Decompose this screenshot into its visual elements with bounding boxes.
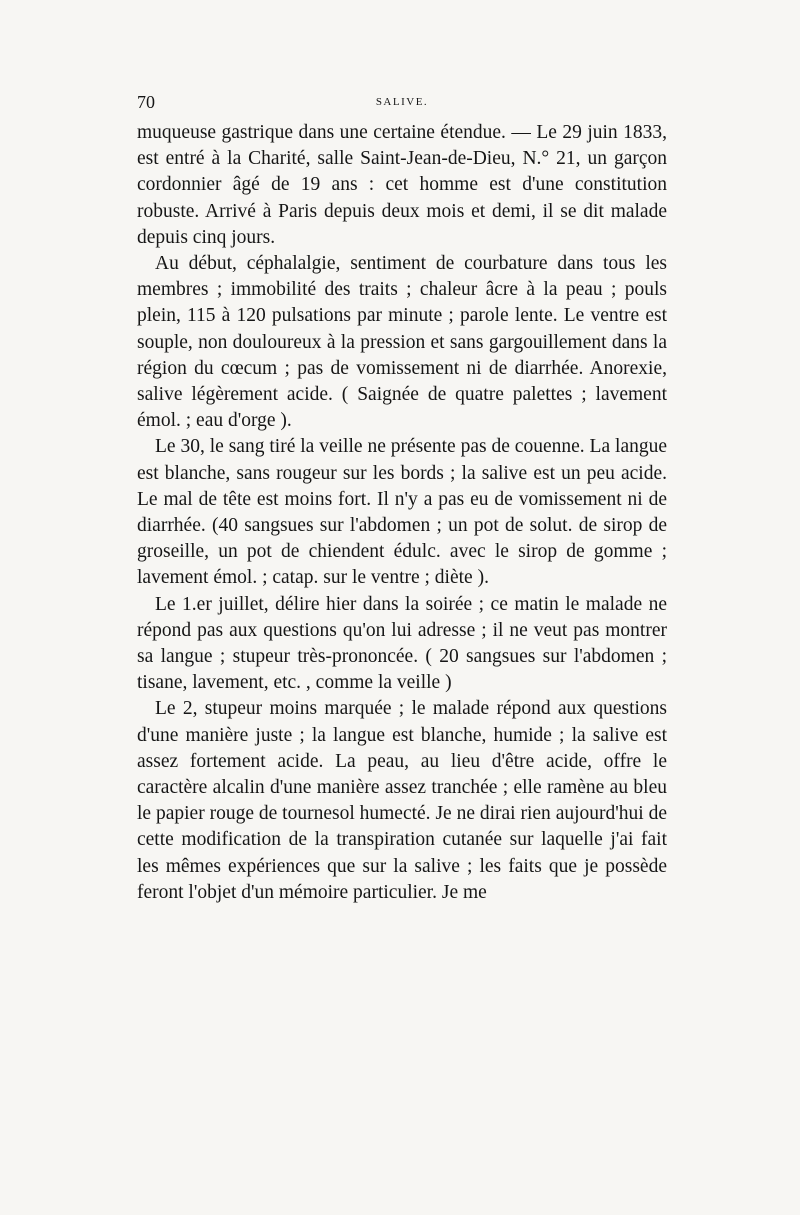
paragraph-4: Le 1.er juillet, délire hier dans la soirée ; ce matin le malade ne répond pas aux questions qu'on lui adresse ; il ne veut pas montrer sa langue ; stupeur très-prononcée. ( 20 sangsues sur l'abdomen ; tisane, lavement, etc. , comme la veille ): [137, 593, 667, 694]
paragraph-1: muqueuse gastrique dans une certaine étendue. — Le 29 juin 1833, est entré à la Charité, salle Saint-Jean-de-Dieu, N.° 21, un garçon cordonnier âgé de 19 ans : cet homme est d'une constitution robuste. Arrivé à Paris depuis deux mois et demi, il se dit malade depuis cinq jours.: [137, 122, 667, 248]
page-body: [137, 120, 667, 906]
paragraph-3: Le 30, le sang tiré la veille ne présente pas de couenne. La langue est blanche, sans rougeur sur les bords ; la salive est un peu acide. Le mal de tête est moins fort. Il n'y a pas eu de vomissement ni de diarrhée. (40 sangsues sur l'abdomen ; un pot de solut. de sirop de groseille, un pot de chiendent édulc. avec le sirop de gomme ; lavement émol. ; catap. sur le ventre ; diète ).: [137, 436, 667, 589]
paragraph-5: Le 2, stupeur moins marquée ; le malade répond aux questions d'une manière juste ; la langue est blanche, humide ; la salive est assez fortement acide. La peau, au lieu d'être acide, offre le caractère alcalin d'une manière assez tranchée ; elle ramène au bleu le papier rouge de tournesol humecté. Je ne dirai rien aujourd'hui de cette modification de la transpiration cutanée sur laquelle j'ai fait les mêmes expériences que sur la salive ; les faits que je possède feront l'objet d'un mémoire particulier. Je me: [137, 698, 667, 903]
page-number: 70: [137, 92, 155, 112]
paragraph-2: Au début, céphalalgie, sentiment de courbature dans tous les membres ; immobilité des traits ; chaleur âcre à la peau ; pouls plein, 115 à 120 pulsations par minute ; parole lente. Le ventre est souple, non douloureux à la pression et sans gargouillement dans la région du cœcum ; pas de vomissement ni de diarrhée. Anorexie, salive légèrement acide. ( Saignée de quatre palettes ; lavement émol. ; eau d'orge ).: [137, 253, 667, 432]
page-header: [137, 92, 667, 116]
running-head: SALIVE.: [375, 96, 429, 108]
